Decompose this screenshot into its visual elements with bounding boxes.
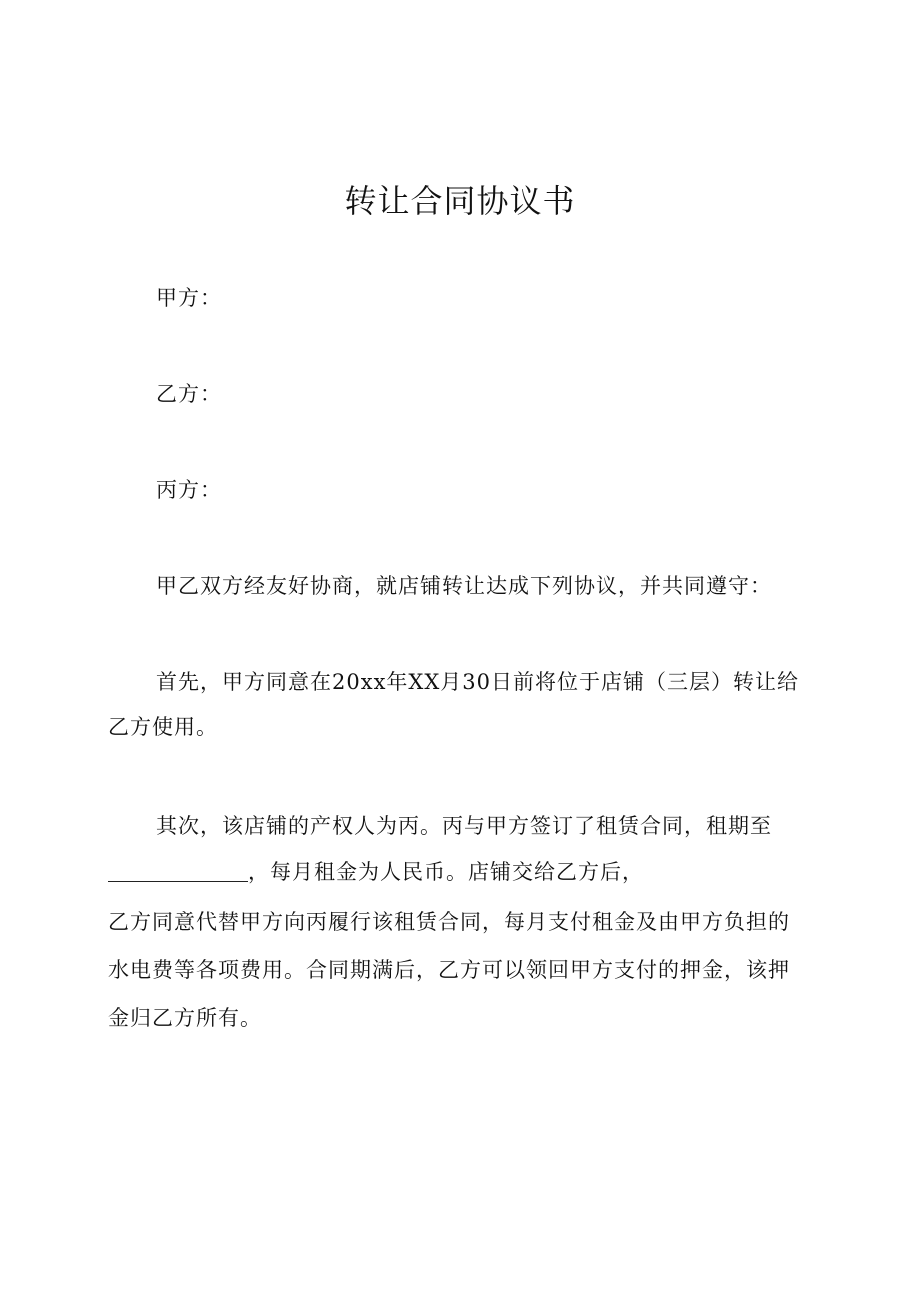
clause-second-blank-line — [108, 850, 644, 895]
clause-second-rest: 乙方同意代替甲方向丙履行该租赁合同，每月支付租金及由甲方负担的水电费等各项费用。合同期满后，乙方可以领回甲方支付的押金，该押金归乙方所有。 — [108, 910, 790, 1030]
party-b-label: 乙方： — [156, 382, 222, 406]
clause-first-paragraph: 首先，甲方同意在20xx年XX月30日前将位于店铺（三层）转让给乙方使用。 — [108, 670, 800, 739]
clause-second-start: 其次，该店铺的产权人为丙。丙与甲方签订了租赁合同，租期至 — [156, 814, 772, 838]
clause-second-after-blank: ，每月租金为人民币。店铺交给乙方后， — [248, 860, 644, 884]
intro-paragraph: 甲乙双方经友好协商，就店铺转让达成下列协议，并共同遵守： — [156, 574, 772, 598]
party-a-label: 甲方： — [156, 286, 222, 310]
party-c-label: 丙方： — [156, 478, 222, 502]
lease-term-blank — [108, 851, 248, 882]
document-title: 转让合同协议书 — [344, 182, 576, 220]
